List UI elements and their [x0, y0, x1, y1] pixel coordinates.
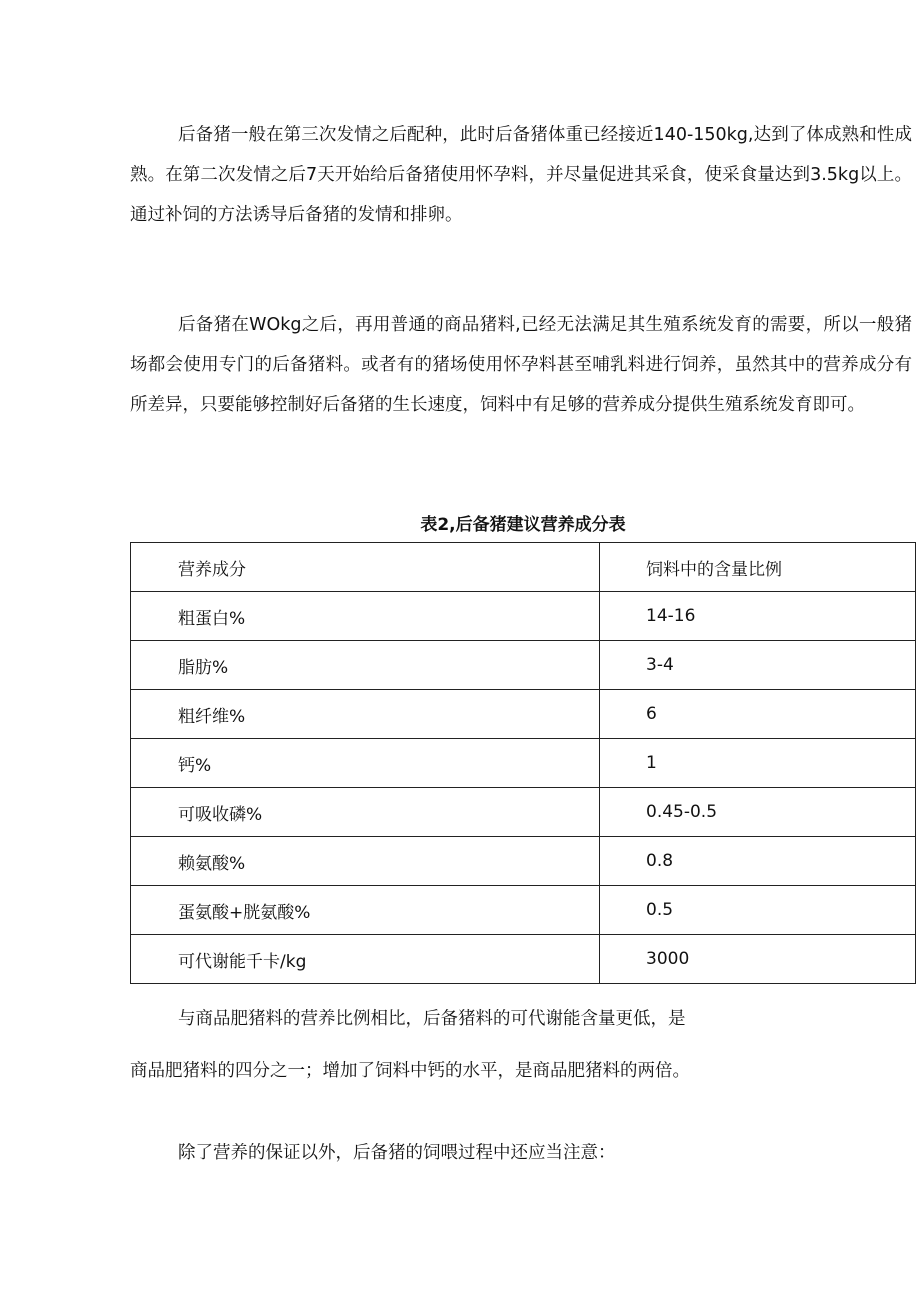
table-row [131, 739, 916, 788]
nutrient-name-cell: 脂肪% [131, 641, 600, 690]
nutrient-value-cell: 6 [600, 690, 916, 739]
paragraph-comparison [130, 993, 912, 1097]
table-header-row [131, 543, 916, 592]
nutrient-name-cell: 粗纤维% [131, 690, 600, 739]
nutrient-value-cell: 1 [600, 739, 916, 788]
nutrient-value-cell: 0.8 [600, 837, 916, 886]
table-row [131, 788, 916, 837]
paragraph-breeding-timing: 后备猪一般在第三次发情之后配种，此时后备猪体重已经接近140-150kg,达到了体成熟和性成熟。在第二次发情之后7天开始给后备猪使用怀孕料，并尽量促进其采食，使采食量达到3.5kg以上。通过补饲的方法诱导后备猪的发情和排卵。 [130, 125, 912, 225]
table-header-cell: 饲料中的含量比例 [600, 543, 916, 592]
nutrient-value-cell: 14-16 [600, 592, 916, 641]
table-caption: 表2,后备猪建议营养成分表 [420, 515, 626, 535]
nutrient-name-cell: 可代谢能千卡/kg [131, 935, 600, 984]
table-row [131, 935, 916, 984]
nutrient-name-cell: 赖氨酸% [131, 837, 600, 886]
paragraph-gilt-feed: 后备猪在WOkg之后，再用普通的商品猪料,已经无法满足其生殖系统发育的需要，所以一般猪场都会使用专门的后备猪料。或者有的猪场使用怀孕料甚至哺乳料进行饲养，虽然其中的营养成分有所差异，只要能够控制好后备猪的生长速度，饲料中有足够的营养成分提供生殖系统发育即可。 [130, 315, 912, 415]
nutrient-value-cell: 0.45-0.5 [600, 788, 916, 837]
table-row [131, 886, 916, 935]
nutrient-value-cell: 3-4 [600, 641, 916, 690]
table-header-cell: 营养成分 [131, 543, 600, 592]
table-row [131, 837, 916, 886]
nutrient-name-cell: 钙% [131, 739, 600, 788]
paragraph-feeding-notes: 除了营养的保证以外，后备猪的饲喂过程中还应当注意： [178, 1143, 616, 1163]
table-row [131, 690, 916, 739]
comparison-line-1: 与商品肥猪料的营养比例相比，后备猪料的可代谢能含量更低，是 [178, 1009, 686, 1029]
nutrient-name-cell: 粗蛋白% [131, 592, 600, 641]
nutrition-table [130, 542, 916, 984]
nutrient-value-cell: 0.5 [600, 886, 916, 935]
nutrient-value-cell: 3000 [600, 935, 916, 984]
table-row [131, 592, 916, 641]
nutrient-name-cell: 蛋氨酸+胱氨酸% [131, 886, 600, 935]
table-row [131, 641, 916, 690]
nutrient-name-cell: 可吸收磷% [131, 788, 600, 837]
comparison-line-2: 商品肥猪料的四分之一；增加了饲料中钙的水平，是商品肥猪料的两倍。 [130, 1061, 690, 1081]
